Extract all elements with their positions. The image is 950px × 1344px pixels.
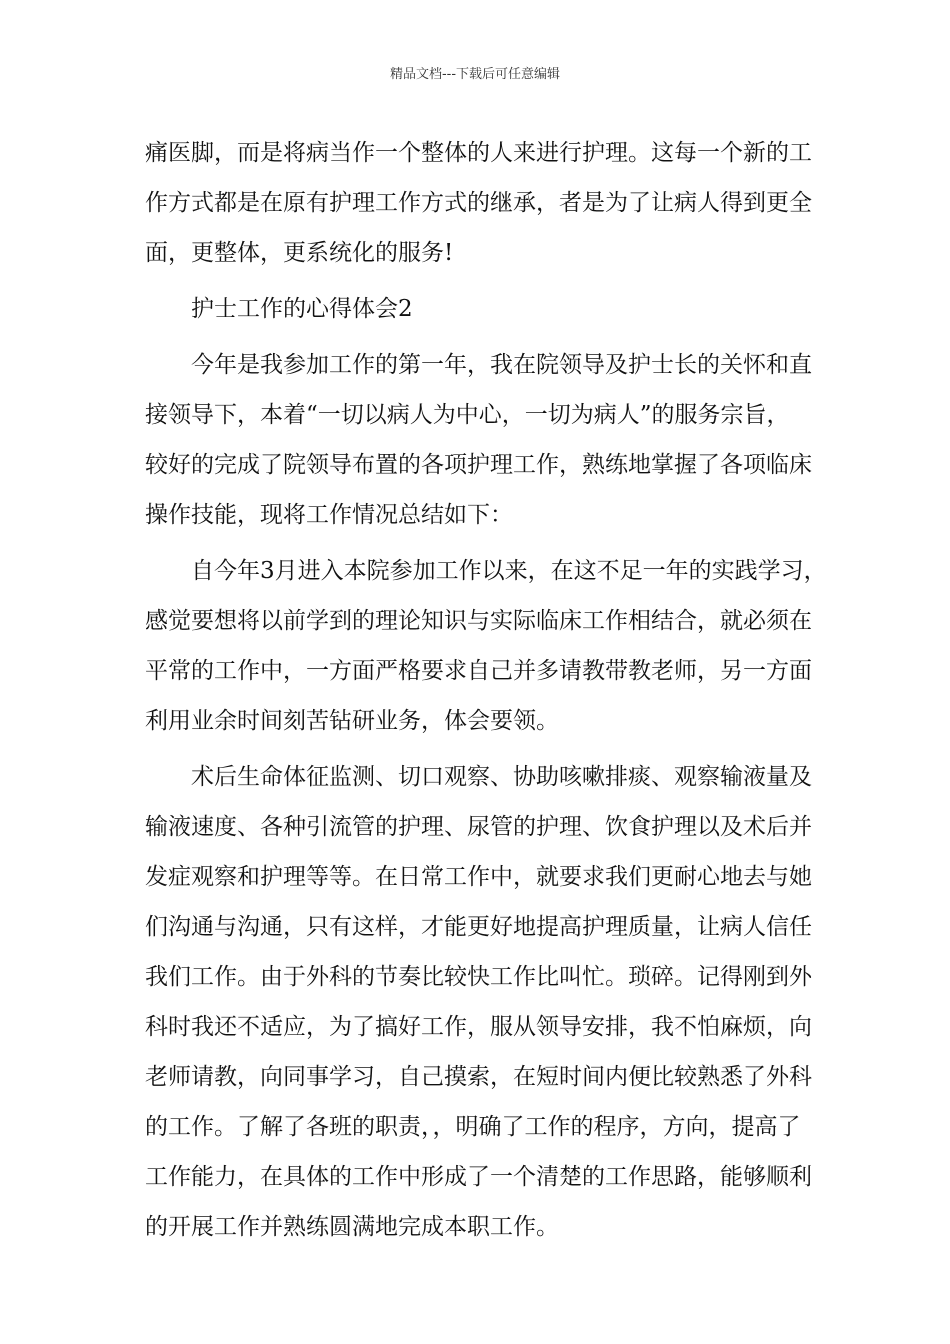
paragraph <box>145 340 815 540</box>
text-line: 老师请教，向同事学习，自己摸索，在短时间内便比较熟悉了外科 <box>145 1064 812 1090</box>
text-line: 平常的工作中，一方面严格要求自己并多请教带教老师，另一方面 <box>145 658 812 684</box>
text-line: 作方式都是在原有护理工作方式的继承，者是为了让病人得到更全 <box>145 190 812 216</box>
text-line: 们沟通与沟通，只有这样，才能更好地提高护理质量，让病人信任 <box>145 914 812 940</box>
text-line: 较好的完成了院领导布置的各项护理工作，熟练地掌握了各项临床 <box>145 452 812 478</box>
paragraph <box>145 128 815 278</box>
text-line: 自今年3月进入本院参加工作以来，在这不足一年的实践学习， <box>191 558 827 584</box>
paragraph <box>145 546 827 746</box>
page-header: 精品文档---下载后可任意编辑 <box>389 67 561 82</box>
text-line: 的工作。了解了各班的职责，，明确了工作的程序，方向，提高了 <box>145 1114 801 1140</box>
text-line: 感觉要想将以前学到的理论知识与实际临床工作相结合，就必须在 <box>145 608 812 634</box>
text-line: 面，更整体，更系统化的服务! <box>145 240 454 266</box>
text-line: 利用业余时间刻苦钻研业务，体会要领。 <box>145 708 559 734</box>
text-line: 操作技能，现将工作情况总结如下： <box>145 502 513 528</box>
text-line: 工作能力，在具体的工作中形成了一个清楚的工作思路，能够顺利 <box>145 1164 812 1190</box>
text-line: 痛医脚，而是将病当作一个整体的人来进行护理。这每一个新的工 <box>145 140 812 166</box>
document-body <box>145 128 827 1252</box>
text-line: 输液速度、各种引流管的护理、尿管的护理、饮食护理以及术后并 <box>145 814 812 840</box>
text-line: 接领导下，本着“一切以病人为中心，一切为病人”的服务宗旨， <box>145 402 790 428</box>
section-heading <box>145 284 815 334</box>
text-line: 今年是我参加工作的第一年，我在院领导及护士长的关怀和直 <box>191 352 812 378</box>
text-line: 我们工作。由于外科的节奏比较快工作比叫忙。琐碎。记得刚到外 <box>145 964 812 990</box>
heading-line: 护士工作的心得体会2 <box>191 296 413 322</box>
paragraph <box>145 752 815 1252</box>
text-line: 科时我还不适应，为了搞好工作，服从领导安排，我不怕麻烦，向 <box>145 1014 812 1040</box>
text-line: 发症观察和护理等等。在日常工作中，就要求我们更耐心地去与她 <box>145 864 812 890</box>
text-line: 的开展工作并熟练圆满地完成本职工作。 <box>145 1214 559 1240</box>
text-line: 术后生命体征监测、切口观察、协助咳嗽排痰、观察输液量及 <box>191 764 812 790</box>
